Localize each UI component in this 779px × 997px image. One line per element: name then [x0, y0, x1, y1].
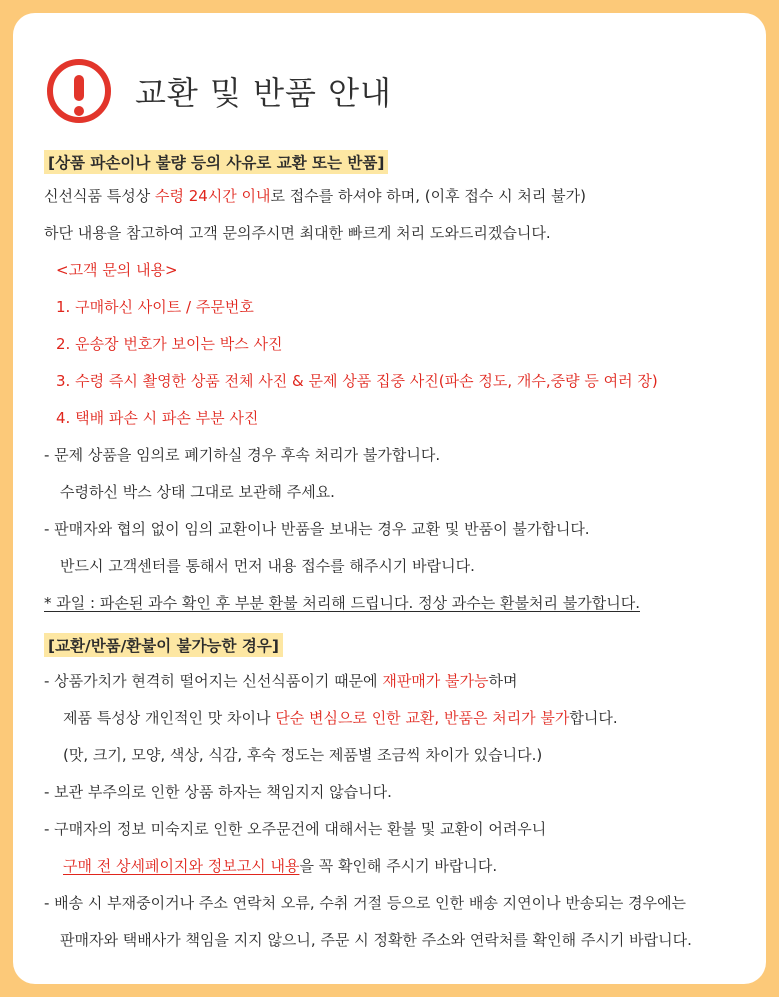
inquiry-item: 2. 운송장 번호가 보이는 박스 사진 — [56, 335, 283, 353]
notice-header — [47, 51, 392, 131]
note-unauthorized-return-cont: 반드시 고객센터를 통해서 먼저 내용 접수를 해주시기 바랍니다. — [60, 557, 475, 575]
bullet-wrong-order-cont: 구매 전 상세페이지와 정보고시 내용을 꼭 확인해 주시기 바랍니다. — [63, 857, 498, 875]
inquiry-item: 1. 구매하신 사이트 / 주문번호 — [56, 298, 254, 316]
section-heading-no-return: [교환/반품/환불이 불가능한 경우] — [44, 633, 283, 657]
bullet-wrong-order: - 구매자의 정보 미숙지로 인한 오주문건에 대해서는 환불 및 교환이 어려우니 — [44, 820, 547, 838]
section-heading-damage: [상품 파손이나 불량 등의 사유로 교환 또는 반품] — [44, 150, 388, 174]
bullet-resale-cont: 제품 특성상 개인적인 맛 차이나 단순 변심으로 인한 교환, 반품은 처리가 불가합니다. — [63, 709, 618, 727]
bullet-delivery-cont: 판매자와 택배사가 책임을 지지 않으니, 주문 시 정확한 주소와 연락처를 확인해 주시기 바랍니다. — [60, 931, 692, 949]
fruit-note: * 과일 : 파손된 과수 확인 후 부분 환불 처리해 드립니다. 정상 과수는 환불처리 불가합니다. — [44, 594, 640, 612]
note-unauthorized-return: - 판매자와 협의 없이 임의 교환이나 반품을 보내는 경우 교환 및 반품이 불가합니다. — [44, 520, 590, 538]
note-disposal-cont: 수령하신 박스 상태 그대로 보관해 주세요. — [60, 483, 335, 501]
page-title: 교환 및 반품 안내 — [135, 74, 392, 112]
inquiry-item: 3. 수령 즉시 촬영한 상품 전체 사진 & 문제 상품 집중 사진(파손 정도, 개수,중량 등 여러 장) — [56, 372, 658, 390]
paragraph-guide: 하단 내용을 참고하여 고객 문의주시면 최대한 빠르게 처리 도와드리겠습니다. — [44, 224, 551, 242]
inquiry-list-title: <고객 문의 내용> — [56, 261, 178, 279]
note-disposal: - 문제 상품을 임의로 폐기하실 경우 후속 처리가 불가합니다. — [44, 446, 441, 464]
inquiry-item: 4. 택배 파손 시 파손 부분 사진 — [56, 409, 259, 427]
exclamation-icon — [47, 59, 111, 123]
paragraph-deadline: 신선식품 특성상 수령 24시간 이내로 접수를 하셔야 하며, (이후 접수 시 처리 불가) — [44, 187, 586, 205]
notice-card — [13, 13, 766, 984]
bullet-resale-note: (맛, 크기, 모양, 색상, 식감, 후숙 정도는 제품별 조금씩 차이가 있습니다.) — [63, 746, 543, 764]
bullet-storage: - 보관 부주의로 인한 상품 하자는 책임지지 않습니다. — [44, 783, 392, 801]
bullet-delivery: - 배송 시 부재중이거나 주소 연락처 오류, 수취 거절 등으로 인한 배송 지연이나 반송되는 경우에는 — [44, 894, 687, 912]
bullet-resale: - 상품가치가 현격히 떨어지는 신선식품이기 때문에 재판매가 불가능하며 — [44, 672, 518, 690]
